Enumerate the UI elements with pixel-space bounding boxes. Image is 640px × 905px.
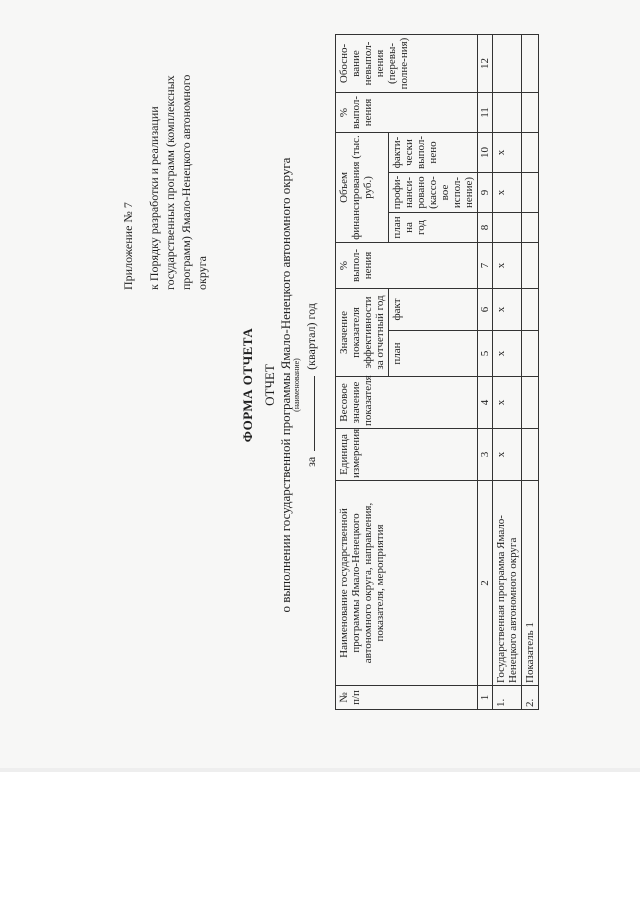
th-unit: Единица измерения xyxy=(336,429,478,481)
report-title-block xyxy=(262,0,294,770)
form-title: ФОРМА ОТЧЕТА xyxy=(240,327,255,443)
col-number: 7 xyxy=(478,242,493,288)
row-cell[interactable] xyxy=(493,34,522,92)
header-row-1 xyxy=(336,34,389,709)
col-number: 10 xyxy=(478,132,493,172)
row-cell[interactable] xyxy=(522,331,539,377)
period-caption: (наименование) xyxy=(292,358,301,412)
table-row xyxy=(493,34,522,709)
row-cell[interactable] xyxy=(522,429,539,481)
annex-text: к Порядку разработки и реализации государственных программ (комплексных программ) Ямало-Ненецкого автономного округа xyxy=(147,74,209,290)
row-num: 2. xyxy=(522,686,539,710)
row-name: Показатель 1 xyxy=(522,481,539,686)
th-weight: Весовое значение показателя xyxy=(336,377,478,429)
row-cell[interactable]: x xyxy=(493,288,522,330)
col-number: 1 xyxy=(478,686,493,710)
th-reason: Обосно-вание невыпол-нения (перевы-полне-ния) xyxy=(336,34,478,92)
period-line xyxy=(292,0,319,770)
col-number: 8 xyxy=(478,212,493,242)
row-cell[interactable]: x xyxy=(493,242,522,288)
row-cell[interactable]: x xyxy=(493,172,522,212)
column-numbers-row xyxy=(478,34,493,709)
row-cell[interactable] xyxy=(493,92,522,132)
table-row xyxy=(522,34,539,709)
report-subtitle: о выполнении государственной программы Ямало-Ненецкого автономного округа xyxy=(278,157,293,613)
row-cell[interactable]: x xyxy=(493,331,522,377)
th-fin-fact: факти-чески выпол-нено xyxy=(389,132,478,172)
th-pct2: % выпол-нения xyxy=(336,92,478,132)
col-number: 9 xyxy=(478,172,493,212)
th-fin-profin: профи-нанси-ровано (кассо-вое испол-нение) xyxy=(389,172,478,212)
annex-number: Приложение № 7 xyxy=(121,202,135,290)
th-pct: % выпол-нения xyxy=(336,242,478,288)
row-cell[interactable]: x xyxy=(493,377,522,429)
col-number: 12 xyxy=(478,34,493,92)
th-ind-plan: план xyxy=(389,331,478,377)
row-cell[interactable] xyxy=(522,212,539,242)
row-cell[interactable] xyxy=(522,288,539,330)
th-name: Наименование государственной программы Ямало-Ненецкого автономного округа, направления, показателя, мероприятия xyxy=(336,481,478,686)
report-table xyxy=(335,34,539,710)
col-number: 4 xyxy=(478,377,493,429)
row-cell[interactable] xyxy=(522,242,539,288)
row-cell[interactable] xyxy=(522,172,539,212)
row-cell[interactable] xyxy=(522,92,539,132)
row-name: Государственная программа Ямало-Ненецкого автономного округа xyxy=(493,481,522,686)
th-indicator: Значение показателя эффективности за отчетный год xyxy=(336,288,389,376)
row-cell[interactable] xyxy=(522,132,539,172)
col-number: 6 xyxy=(478,288,493,330)
th-finance: Объем финансирования (тыс. руб.) xyxy=(336,132,389,242)
report-title: ОТЧЕТ xyxy=(262,364,277,406)
row-cell[interactable]: x xyxy=(493,429,522,481)
th-fin-plan: план на год xyxy=(389,212,478,242)
period-suffix: (квартал) год xyxy=(304,303,318,370)
period-blank[interactable] xyxy=(303,376,315,451)
row-num: 1. xyxy=(493,686,522,710)
period-prefix: за xyxy=(304,456,318,467)
col-number: 2 xyxy=(478,481,493,686)
row-cell[interactable] xyxy=(522,34,539,92)
row-cell[interactable] xyxy=(522,377,539,429)
col-number: 11 xyxy=(478,92,493,132)
th-num: № п/п xyxy=(336,686,478,710)
col-number: 5 xyxy=(478,331,493,377)
row-cell[interactable] xyxy=(493,212,522,242)
col-number: 3 xyxy=(478,429,493,481)
row-cell[interactable]: x xyxy=(493,132,522,172)
th-ind-fact: факт xyxy=(389,288,478,330)
annex-block xyxy=(120,40,210,290)
